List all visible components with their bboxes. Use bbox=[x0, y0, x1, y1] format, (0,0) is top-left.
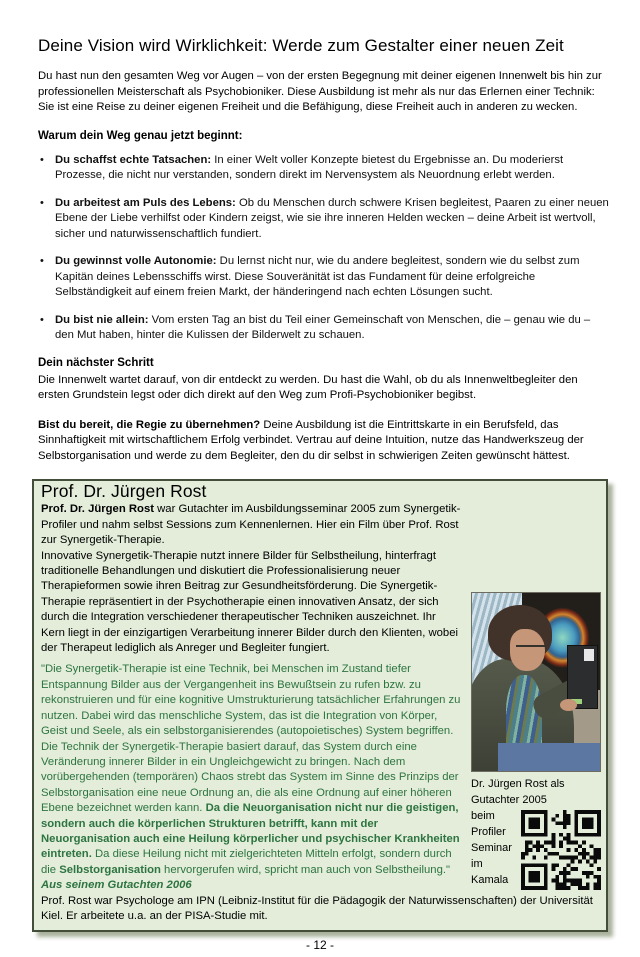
list-item bbox=[38, 153, 610, 184]
quote-source: Aus seinem Gutachten 2006 bbox=[41, 879, 192, 892]
profile-intro-rest: war Gutachter im Ausbildungsseminar 2005 zum Synergetik-Profiler und nahm selbst Sessions zum Kennenlernen. Hier ein Film über Prof. Rost zur Synergetik-Therapie. bbox=[41, 503, 461, 547]
bullet-lead: Du arbeitest am Puls des Lebens: bbox=[55, 196, 236, 209]
ready-text: Deine Ausbildung ist die Eintrittskarte in ein Berufsfeld, das Sinnhaftigkeit mit wirtschaftlichem Erfolg verbindet. Vertrau auf deine Intuition, nutze das Handwerkszeug der Selbstorganisation und werde zu dem Begleiter, den du dir selbst in schwierigen Zeiten gewünscht hättest. bbox=[38, 418, 584, 462]
quote-bold: Selbstorganisation bbox=[59, 863, 161, 876]
page-title: Deine Vision wird Wirklichkeit: Werde zum Gestalter einer neuen Zeit bbox=[38, 36, 564, 55]
photo-jeans bbox=[498, 743, 600, 771]
photo-caption-word: im bbox=[471, 858, 483, 871]
quote-part: "Die Synergetik-Therapie ist eine Technik, bei Menschen im Zustand tiefer Entspannung Bilder aus der Vergangenheit ins Bewußtsein zu rufen bzw. zu rekonstruieren und für eine kognitive Umstrukturierung tatsächlicher Erfahrungen zu nutzen. Dabei wird das menschliche System, das ist die Integration von Körper, Geist und Seele, als ein selbstorganisierendes (autopoietisches) System begriffen. Die Technik der Synergetik-Therapie basiert darauf, das System durch eine Veränderung innerer Bilder in ein Ungleichgewicht zu bringen. Nach dem vorübergehenden (temporären) Chaos strebt das System im Sinne des Prinzips der Selbstorganisation eine neue Ordnung an, die als eine Ordnung auf einer höheren Ebene bezeichnet werden kann. bbox=[41, 663, 461, 815]
quote-part: Da diese Heilung nicht mit zielgerichteten Mitteln erfolgt, sondern durch die bbox=[41, 848, 452, 876]
ready-paragraph bbox=[38, 418, 610, 465]
bullet-lead: Du bist nie allein: bbox=[55, 313, 149, 326]
ready-lead: Bist du bereit, die Regie zu übernehmen? bbox=[38, 418, 261, 431]
photo-caption-word: Profiler bbox=[471, 826, 506, 839]
photo-caption bbox=[471, 776, 601, 808]
bullet-text: In einer Welt voller Konzepte bietest du Ergebnisse an. Du moderierst Prozesse, die nicht nur verstanden, sondern direkt im Nervensystem als Neuordnung erlebt werden. bbox=[55, 153, 564, 181]
quote-part: hervorgerufen wird, spricht man auch von Selbstheilung." bbox=[160, 863, 451, 876]
photo-caption-word: Kamala bbox=[471, 874, 509, 887]
list-item bbox=[38, 196, 610, 243]
list-item bbox=[38, 254, 610, 301]
profile-intro-lead: Prof. Dr. Jürgen Rost bbox=[41, 503, 154, 516]
profile-description: Innovative Synergetik-Therapie nutzt innere Bilder für Selbstheilung, hinterfragt traditionelle Behandlungen und diskutiert die Professionalisierung neuer Therapieformen sowie ihren Beitrag zur Gesundheitsförderung. Die Synergetik-Therapie repräsentiert in der Psychotherapie einen innovativen Ansatz, der sich durch die Integration verschiedener therapeutischer Techniken auszeichnet. Ihr Kern liegt in der einzigartigen Verarbeitung innerer Bilder durch den Klienten, wobei der Therapeut lediglich als Anreger und Begleiter fungiert. bbox=[41, 549, 458, 655]
bullet-lead: Du schaffst echte Tatsachen: bbox=[55, 153, 212, 166]
profile-photo bbox=[471, 592, 601, 772]
list-item bbox=[38, 313, 610, 344]
quote-bold: Da die Neuorganisation nicht nur die geistigen, sondern auch die körperlichen Strukturen betrifft, kann mit der Neuorganisation auch eine Heilung körperlicher und psychischer Krankheiten eintreten. bbox=[41, 802, 460, 861]
next-step-paragraph: Die Innenwelt wartet darauf, von dir entdeckt zu werden. Du hast die Wahl, ob du als Innenweltbegleiter den ersten Grundstein legst oder dich direkt auf den Weg zum Profi-Psychobioniker begibst. bbox=[38, 373, 578, 401]
photo-caption-word: beim bbox=[471, 810, 495, 823]
photo-caption-word: Seminar bbox=[471, 842, 512, 855]
bullet-text: Du lernst nicht nur, wie du andere begleitest, sondern wie du selbst zum Kapitän deines Lebensschiffs wirst. Diese Souveränität ist das Fundament für deine erfolgreiche Selbständigkeit auf einem freien Markt, der händeringend nach echten Lösungen sucht. bbox=[55, 255, 580, 298]
benefits-list bbox=[38, 153, 610, 344]
bullet-text: Vom ersten Tag an bist du Teil einer Gemeinschaft von Menschen, die – genau wie du – den Mut haben, hinter die Kulissen der Bilderwelt zu schauen. bbox=[55, 313, 591, 341]
intro-paragraph: Du hast nun den gesamten Weg vor Augen – von der ersten Begegnung mit deiner eigenen Innenwelt bis hin zur professionellen Meisterschaft als Psychobioniker. Diese Ausbildung ist mehr als nur das Erlernen einer Technik: Sie ist eine Reise zu deiner eigenen Freiheit und die Befähigung, diese Freiheit auch in anderen zu wecken. bbox=[38, 70, 602, 113]
bullet-text: Ob du Menschen durch schwere Krisen begleitest, Paaren zu einer neuen Ebene der Liebe verhilfst oder Kindern zeigst, wie sie ihre inneren Helden wecken – deine Arbeit ist wertvoll, sicher und naturwissenschaftlich fundiert. bbox=[55, 196, 609, 240]
profile-figure bbox=[471, 592, 601, 890]
qr-code-icon bbox=[521, 810, 601, 890]
photo-caption-words bbox=[471, 808, 521, 890]
page-number: - 12 - bbox=[305, 938, 334, 952]
photo-caption-line: Dr. Jürgen Rost als bbox=[471, 778, 565, 791]
profile-heading: Prof. Dr. Jürgen Rost bbox=[41, 481, 207, 501]
why-heading: Warum dein Weg genau jetzt beginnt: bbox=[38, 129, 243, 142]
profile-box bbox=[32, 479, 608, 932]
profile-intro bbox=[41, 502, 601, 548]
photo-caption-line: Gutachter 2005 bbox=[471, 794, 547, 807]
bullet-lead: Du gewinnst volle Autonomie: bbox=[55, 255, 217, 267]
profile-footer: Prof. Rost war Psychologe am IPN (Leibniz-Institut für die Pädagogik der Naturwissenschaften) der Universität Kiel. Er arbeitete u.a. an der PISA-Studie mit. bbox=[41, 894, 593, 922]
next-step-heading: Dein nächster Schritt bbox=[38, 356, 154, 369]
photo-glasses bbox=[516, 645, 546, 653]
photo-hand bbox=[560, 699, 577, 711]
